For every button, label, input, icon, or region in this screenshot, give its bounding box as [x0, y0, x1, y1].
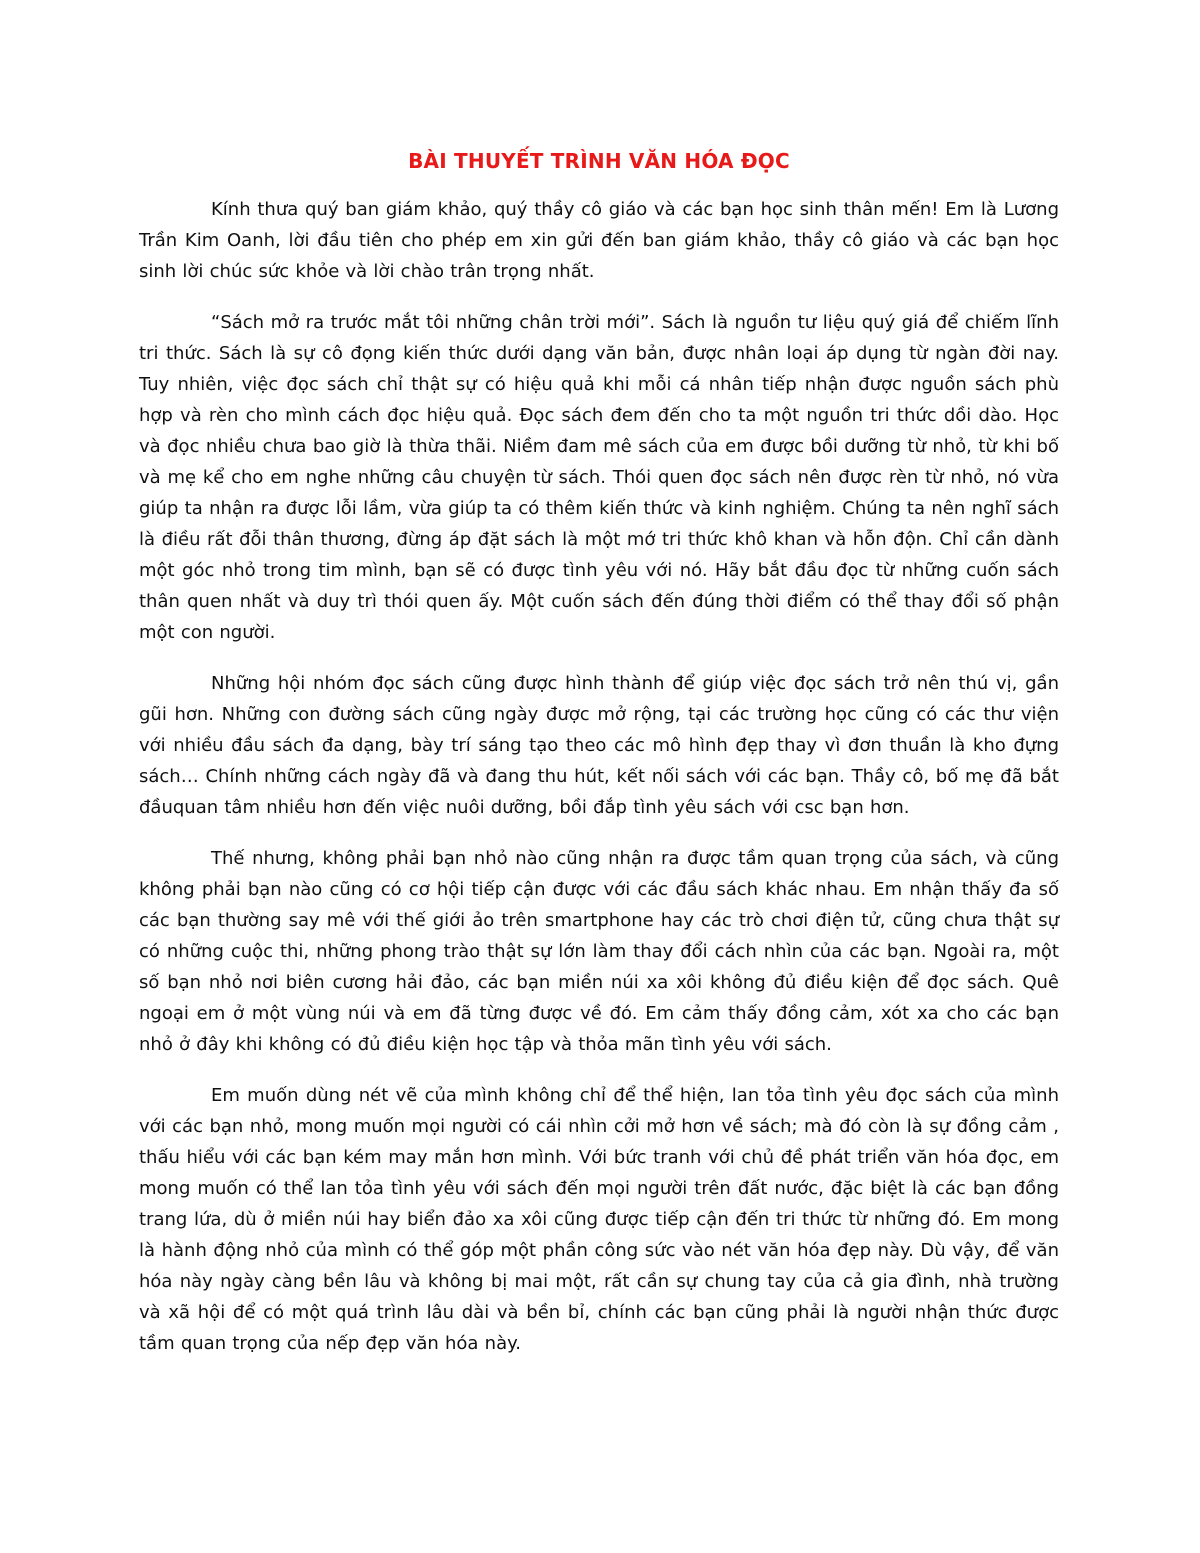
paragraph-challenges: Thế nhưng, không phải bạn nhỏ nào cũng nhận ra được tầm quan trọng của sách, và cũng không phải bạn nào cũng có cơ hội tiếp cận được với các đầu sách khác nhau. Em nhận thấy đa số các bạn thường say mê với thế giới ảo trên smartphone hay các trò chơi điện tử, cũng chưa thật sự có những cuộc thi, những phong trào thật sự lớn làm thay đổi cách nhìn của các bạn. Ngoài ra, một số bạn nhỏ nơi biên cương hải đảo, các bạn miền núi xa xôi không đủ điều kiện để đọc sách. Quê ngoại em ở một vùng núi và em đã từng được về đó. Em cảm thấy đồng cảm, xót xa cho các bạn nhỏ ở đây khi không có đủ điều kiện học tập và thỏa mãn tình yêu với sách. [139, 848, 1059, 1055]
paragraph-conclusion: Em muốn dùng nét vẽ của mình không chỉ để thể hiện, lan tỏa tình yêu đọc sách của mình với các bạn nhỏ, mong muốn mọi người có cái nhìn cởi mở hơn về sách; mà đó còn là sự đồng cảm , thấu hiểu với các bạn kém may mắn hơn mình. Với bức tranh với chủ đề phát triển văn hóa đọc, em mong muốn có thể lan tỏa tình yêu với sách đến mọi người trên đất nước, đặc biệt là các bạn đồng trang lứa, dù ở miền núi hay biển đảo xa xôi cũng được tiếp cận đến tri thức từ những đó. Em mong là hành động nhỏ của mình có thể góp một phần công sức vào nét văn hóa đẹp này. Dù vậy, để văn hóa này ngày càng bền lâu và không bị mai một, rất cần sự chung tay của cả gia đình, nhà trường và xã hội để có một quá trình lâu dài và bền bỉ, chính các bạn cũng phải là người nhận thức được tầm quan trọng của nếp đẹp văn hóa này. [139, 1085, 1059, 1354]
document-title: BÀI THUYẾT TRÌNH VĂN HÓA ĐỌC [408, 149, 790, 173]
document-body [139, 146, 1059, 1379]
paragraph-greeting: Kính thưa quý ban giám khảo, quý thầy cô giáo và các bạn học sinh thân mến! Em là Lương Trần Kim Oanh, lời đầu tiên cho phép em xin gửi đến ban giám khảo, thầy cô giáo và các bạn học sinh lời chúc sức khỏe và lời chào trân trọng nhất. [139, 199, 1059, 282]
paragraph-reading-groups: Những hội nhóm đọc sách cũng được hình thành để giúp việc đọc sách trở nên thú vị, gần gũi hơn. Những con đường sách cũng ngày được mở rộng, tại các trường học cũng có các thư viện với nhiều đầu sách đa dạng, bày trí sáng tạo theo các mô hình đẹp thay vì đơn thuần là kho đựng sách… Chính những cách ngày đã và đang thu hút, kết nối sách với các bạn. Thầy cô, bố mẹ đã bắt đầuquan tâm nhiều hơn đến việc nuôi dưỡng, bồi đắp tình yêu sách với csc bạn hơn. [139, 673, 1059, 818]
paragraph-value-of-books: “Sách mở ra trước mắt tôi những chân trời mới”. Sách là nguồn tư liệu quý giá để chiếm lĩnh tri thức. Sách là sự cô đọng kiến thức dưới dạng văn bản, được nhân loại áp dụng từ ngàn đời nay. Tuy nhiên, việc đọc sách chỉ thật sự có hiệu quả khi mỗi cá nhân tiếp nhận được nguồn sách phù hợp và rèn cho mình cách đọc hiệu quả. Đọc sách đem đến cho ta một nguồn tri thức dồi dào. Học và đọc nhiều chưa bao giờ là thừa thãi. Niềm đam mê sách của em được bồi dưỡng từ nhỏ, từ khi bố và mẹ kể cho em nghe những câu chuyện từ sách. Thói quen đọc sách nên được rèn từ nhỏ, nó vừa giúp ta nhận ra được lỗi lầm, vừa giúp ta có thêm kiến thức và kinh nghiệm. Chúng ta nên nghĩ sách là điều rất đỗi thân thương, đừng áp đặt sách là một mớ tri thức khô khan và hỗn độn. Chỉ cần dành một góc nhỏ trong tim mình, bạn sẽ có được tình yêu với nó. Hãy bắt đầu đọc từ những cuốn sách thân quen nhất và duy trì thói quen ấy. Một cuốn sách đến đúng thời điểm có thể thay đổi số phận một con người. [139, 312, 1059, 643]
